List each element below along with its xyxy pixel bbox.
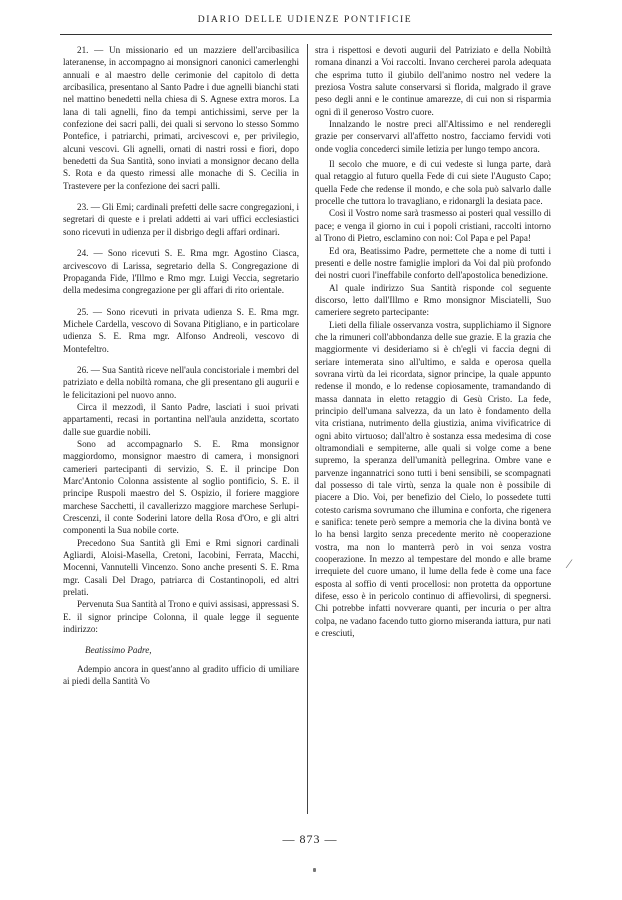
paragraph: Pervenuta Sua Santità al Trono e quivi assisasi, appressasi S. E. il signor principe Colonna, il quale legge il seguente indirizzo: (63, 599, 299, 635)
paragraph: 21. — Un missionario ed un mazziere dell'arcibasilica lateranense, in accompagno ai monsignori canonici camerlenghi annuali e al maestro delle cerimonie del capitolo di detta arcibasilica, presentano al Santo Padre i due agnelli bianchi stati nel mattino benedetti nella chiesa di S. Agnese extra moros. La lana di tali agnelli, fino da tempi antichissimi, serve per la confezione dei sacri palli, dei quali si servono lo stesso Sommo Pontefice, i patriarchi, primati, arcivescovi e, per privilegio, alcuni vescovi. Gli agnelli, ornati di nastri rossi e fiori, dopo benedetti da Sua Santità, sono inviati a monsignor decano della S. Rota e da questo rimessi alle monache di S. Cecilia in Trastevere per la confezione dei sacri palli. (63, 45, 299, 191)
paragraph: Così il Vostro nome sarà trasmesso ai posteri qual vessillo di pace; e venga il giorno in cui i popoli cristiani, raccolti intorno al Trono di Pietro, esclamino con noi: Col Papa e pel Papa! (315, 208, 551, 244)
paragraph: Al quale indirizzo Sua Santità risponde col seguente discorso, letto dall'Illmo e Rmo monsignor Misciatelli, Suo cameriere segreto partecipante: (315, 282, 551, 318)
running-header: DIARIO DELLE UDIENZE PONTIFICIE (197, 14, 413, 25)
paragraph: 26. — Sua Santità riceve nell'aula concistoriale i membri del patriziato e della nobiltà romana, che gli presentano gli augurii e le felicitazioni pel nuovo anno. (63, 364, 299, 400)
paragraph: Circa il mezzodì, il Santo Padre, lasciati i suoi privati appartamenti, recasi in portantina nell'aula anzidetta, scortato dalle sue guardie nobili. (63, 401, 299, 437)
paper-speck (313, 868, 316, 872)
paragraph: Ed ora, Beatissimo Padre, permettete che a nome di tutti i presenti e delle nostre famiglie implori da Voi dal più profondo dei nostri cuori l'ineffabile conforto dell'apostolica benedizione. (315, 245, 551, 281)
paragraph: 23. — Gli Emi; cardinali prefetti delle sacre congregazioni, i segretari di queste e i prelati addetti ai vari uffici ecclesiastici sono ricevuti in udienza per il disbrigo degli affari ordinari. (63, 202, 299, 237)
paragraph: Sono ad accompagnarlo S. E. Rma monsignor maggiordomo, monsignor maestro di camera, i monsignori camerieri partecipanti di servizio, S. E. il principe Don Marc'Antonio Colonna assistente al soglio pontificio, S. E. il principe Ruspoli maestro del S. Ospizio, il foriere maggiore marchese Sacchetti, il cavallerizzo maggiore marchese Serlupi-Crescenzi, il conte Soderini latore della Rosa d'Oro, e gli altri componenti la Sua nobile corte. (63, 438, 299, 536)
paragraph: Precedono Sua Santità gli Emi e Rmi signori cardinali Agliardi, Aloisi-Masella, Cretoni, Iacobini, Ferrata, Macchi, Mocenni, Vannutelli Vincenzo. Sono anche presenti S. E. Rma mgr. Casali Del Drago, patriarca di Costantinopoli, ed altri prelati. (63, 537, 299, 598)
left-column (63, 44, 299, 688)
paragraph: 24. — Sono ricevuti S. E. Rma mgr. Agostino Ciasca, arcivescovo di Larissa, segretario della S. Congregazione di Propaganda Fide, l'Illmo e Rmo mgr. Luigi Veccia, segretario della medesima congregazione per gli affari di rito orientale. (63, 248, 299, 296)
header-rule (60, 34, 552, 35)
page-number: — 873 — (282, 832, 338, 846)
margin-mark: ⁄ (568, 556, 571, 571)
paragraph: stra i rispettosi e devoti augurii del Patriziato e della Nobiltà romana dinanzi a Voi raccolti. Invano cercherei parola adequata che esprima tutto il giubilo dell'animo nostro nel vedere la preziosa Vostra salute conservarsi sì florida, malgrado il grave peso degli anni e le continue amarezze, di cui non si risparmia ogni dì il generoso Vostro cuore. (315, 45, 551, 117)
paragraph: Innalzando le nostre preci all'Altissimo e nel renderegli grazie per conservarvi all'affetto nostro, facciamo fervidi voti onde voglia concederci simile letizia per lungo tempo ancora. (315, 119, 551, 154)
column-divider (307, 44, 308, 814)
paragraph: Adempio ancora in quest'anno al gradito ufficio di umiliare ai piedi della Santità Vo (63, 663, 299, 687)
address-salutation: Beatissimo Padre, (85, 645, 152, 656)
right-column (315, 44, 551, 640)
paragraph: Lieti della filiale osservanza vostra, supplichiamo il Signore che la rimuneri coll'abbondanza delle sue grazie. E la grazia che maggiormente vi desideriamo si è ch'egli vi faccia degni di seriare intemerata sino all'ultimo, e salda e operosa quella sovrana virtù da lei ricordata, signor principe, la quale appunto redense il mondo, e lo redense copiosamente, tramandando di massa dannata in eletto retaggio di Gesù Cristo. La fede, principio dell'umana salvezza, da un lato è fondamento della vita cristiana, nutrimento della giustizia, anima vivificatrice di ogni abito virtuoso; dall'altro è sostanza essa medesima di cose oltramondiali e sempiterne, alle quali si volge come a bene supremo, la speranza dell'umanità pellegrina. Ombre vane e parvenze ingannatrici sono tutti i beni sensibili, se scompagnati dal possesso di tale virtù, senza la quale non è possibile di piacere a Dio. Voi, per benefizio del Cielo, lo possedete tutti cotesto carisma sovrumano che illumina e conforta, che rigenera e sanifica: tenete però sempre a memoria che la divina bontà ve lo ha bensì largito senza precedente merito nè cooperazione vostra, ma non lo manterrà però in voi senza vostra cooperazione. In mezzo al tempestare del mondo e alle brame irrequiete del cuore umano, il lume della fede è come una face esposta al soffio di venti procellosi: non protetta da opportune difese, esso è in pericolo continuo di affievolirsi, di spegnersi. Chi potrebbe infatti novverare quanti, per incuria o per altra colpa, ne vadano facendo tutto giorno miseranda iattura, pur nati e cresciuti, (315, 319, 551, 639)
paragraph: Il secolo che muore, e di cui vedeste sì lunga parte, darà qual retaggio al futuro quella Fede di cui siete l'Augusto Capo; quella Fede che redense il mondo, e che sola può salvarlo dalle procelle che tuttora lo travagliano, e ridonargli la desiata pace. (315, 159, 551, 207)
paragraph: 25. — Sono ricevuti in privata udienza S. E. Rma mgr. Michele Cardella, vescovo di Sovana Pitigliano, e in particolare udienza S. E. Rma mgr. Alfonso Andreoli, vescovo di Montefeltro. (63, 306, 299, 354)
